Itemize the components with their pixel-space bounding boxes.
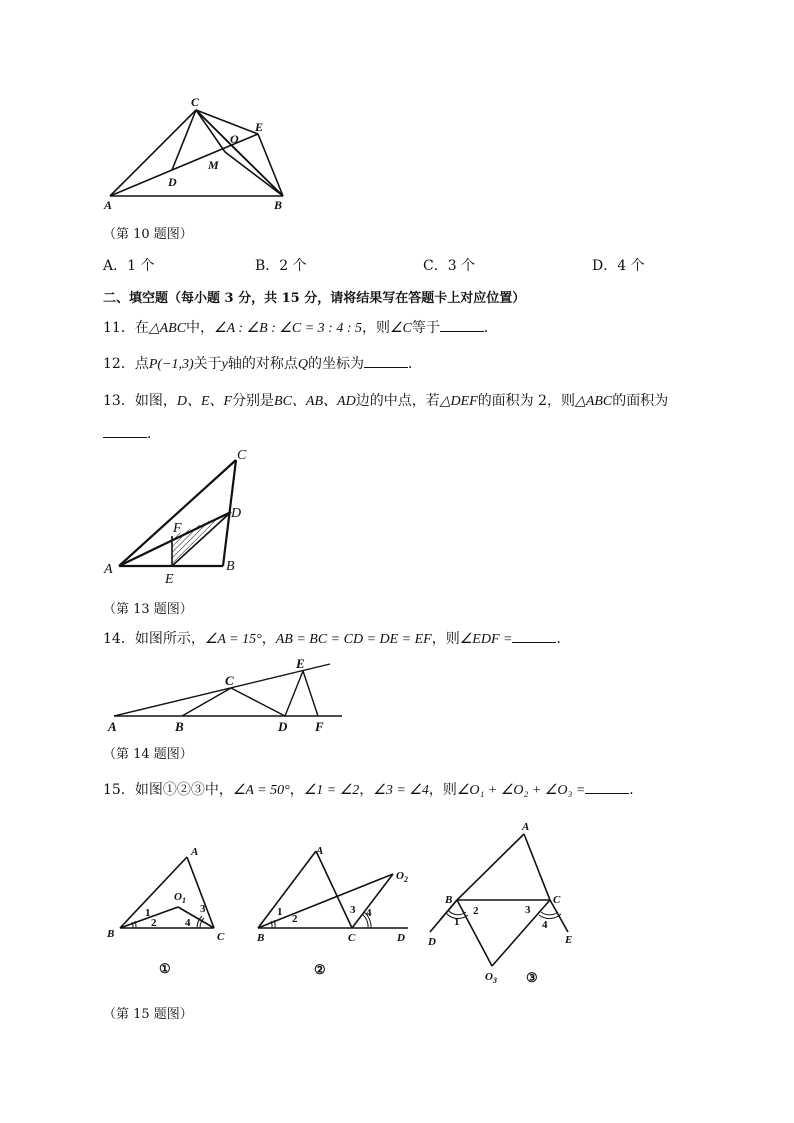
q12-pre: 点 bbox=[134, 356, 149, 372]
q15-mid2: ，则 bbox=[428, 782, 457, 798]
q15-mid: 中， bbox=[204, 782, 233, 798]
q13-tail: 的面积为 bbox=[612, 393, 669, 409]
fig15-2-label-D: D bbox=[397, 932, 405, 944]
fig15-2-label-B: B bbox=[257, 932, 265, 944]
fig15-3-num-3: 3 bbox=[525, 904, 531, 916]
q13-sides: BC、AB、AD bbox=[274, 394, 356, 409]
fig13-label-E: E bbox=[165, 572, 174, 587]
q11-target: ∠C bbox=[389, 321, 412, 336]
q13-mid3: 的面积为 2，则 bbox=[477, 393, 576, 409]
fig15-2-mark: ② bbox=[314, 962, 326, 977]
fig13-label-F: F bbox=[173, 521, 182, 536]
q12-axis: y bbox=[221, 357, 228, 372]
fig15-3-label-O-sub: 3 bbox=[492, 976, 497, 985]
q15-pre: 如图 bbox=[134, 782, 163, 798]
q15-sep: ， bbox=[289, 782, 304, 798]
fig15-1-label-C: C bbox=[217, 931, 225, 943]
fig15-3-label-A: A bbox=[522, 821, 530, 833]
fig15-2-label-A: A bbox=[316, 845, 324, 857]
fig14-label-D: D bbox=[278, 719, 288, 734]
q15-sep2: ， bbox=[359, 782, 374, 798]
q12-number: 12． bbox=[103, 356, 135, 372]
q12-q: Q bbox=[297, 357, 308, 372]
fig15-2-num-4: 4 bbox=[366, 907, 372, 919]
q15-cond1: ∠A = 50° bbox=[232, 783, 290, 798]
fig14-label-A: A bbox=[108, 719, 117, 734]
fig15-1-num-2: 2 bbox=[151, 917, 157, 929]
q14-target: ∠EDF = bbox=[459, 632, 513, 647]
fig15-2-label-O-letter: O bbox=[396, 870, 404, 882]
q13-end: ． bbox=[147, 426, 161, 442]
q13-mid: 分别是 bbox=[232, 393, 275, 409]
q14-pre: 如图所示， bbox=[134, 631, 205, 647]
fig10-label-B: B bbox=[274, 198, 283, 212]
fig15-1-num-3: 3 bbox=[200, 903, 206, 915]
fig14-caption: （第 14 题图） bbox=[103, 747, 193, 762]
q11-end: ． bbox=[483, 320, 498, 336]
q13-tri1: △DEF bbox=[439, 394, 478, 409]
q10-option-a: A．1 个 bbox=[103, 258, 155, 274]
q10-option-b: B．2 个 bbox=[255, 258, 307, 274]
fig15-1-label-A: A bbox=[191, 846, 199, 858]
fig15-2-label-C: C bbox=[348, 932, 356, 944]
fig15-1-label-O-sub: 1 bbox=[181, 896, 186, 905]
q14-sep: ， bbox=[261, 631, 276, 647]
fig14-label-C: C bbox=[225, 673, 234, 688]
fig15-1-label-B: B bbox=[107, 928, 115, 940]
q11-triangle: △ABC bbox=[148, 321, 187, 336]
fig15-1-num-1: 1 bbox=[145, 907, 151, 919]
fig14-label-B: B bbox=[175, 719, 184, 734]
fig15-1-label-O bbox=[174, 891, 186, 905]
fig13-caption: （第 13 题图） bbox=[103, 602, 193, 617]
q12-mid: 关于 bbox=[193, 356, 222, 372]
fig13-label-D: D bbox=[231, 506, 242, 521]
q12-point: P(−1,3) bbox=[148, 357, 194, 372]
q15-end: ． bbox=[629, 782, 644, 798]
q11-post: ，则 bbox=[361, 320, 390, 336]
fig10-label-M: M bbox=[208, 158, 219, 172]
q13-pre: 如图， bbox=[134, 393, 177, 409]
q13-mid2: 边的中点，若 bbox=[355, 393, 440, 409]
fig15-3-label-B: B bbox=[445, 894, 453, 906]
q11-pre: 在 bbox=[134, 320, 149, 336]
q10-option-d: D．4 个 bbox=[592, 258, 645, 274]
q13-number: 13． bbox=[103, 393, 135, 409]
fig15-2-num-3: 3 bbox=[350, 904, 356, 916]
q14-mid: ，则 bbox=[431, 631, 460, 647]
fig15-3-num-4: 4 bbox=[542, 919, 548, 931]
q15-cond3: ∠3 = ∠4 bbox=[373, 783, 429, 798]
fig10-label-E: E bbox=[255, 120, 264, 134]
fig15-1-label-O-letter: O bbox=[174, 891, 182, 903]
q12-end: ． bbox=[408, 356, 422, 372]
fig10-label-O: O bbox=[230, 132, 239, 146]
fig13-label-C: C bbox=[237, 448, 247, 463]
fig10-caption: （第 10 题图） bbox=[103, 227, 193, 242]
q13-points: D、E、F bbox=[176, 394, 233, 409]
q14-angle: ∠A = 15° bbox=[204, 632, 262, 647]
q11-number: 11． bbox=[103, 320, 135, 336]
q10-option-c: C．3 个 bbox=[423, 258, 476, 274]
fig10-label-A: A bbox=[104, 198, 113, 212]
q11-ratio: ∠A : ∠B : ∠C = 3 : 4 : 5 bbox=[214, 321, 362, 336]
q14-end: ． bbox=[556, 631, 571, 647]
q15-cond2: ∠1 = ∠2 bbox=[303, 783, 360, 798]
fig15-1-mark: ① bbox=[159, 961, 171, 976]
fig15-3-num-1: 1 bbox=[454, 916, 460, 928]
fig15-3-label-C: C bbox=[553, 894, 561, 906]
fig15-3-label-O-letter: O bbox=[485, 971, 493, 983]
q11-tail: 等于 bbox=[411, 320, 440, 336]
q15-circles: ①②③ bbox=[162, 782, 205, 798]
fig13-label-B: B bbox=[226, 559, 235, 574]
fig10-label-C: C bbox=[191, 95, 200, 109]
q15-number: 15． bbox=[103, 782, 135, 798]
fig15-caption: （第 15 题图） bbox=[103, 1007, 193, 1022]
q14-equalities: AB = BC = CD = DE = EF bbox=[275, 632, 432, 647]
q11-mid: 中， bbox=[186, 320, 215, 336]
fig15-3-label-D: D bbox=[428, 936, 436, 948]
fig15-3-num-2: 2 bbox=[473, 905, 479, 917]
fig15-3-label-E: E bbox=[565, 934, 573, 946]
fig13-label-A: A bbox=[104, 562, 113, 577]
fig15-2-num-1: 1 bbox=[277, 906, 283, 918]
fig10-label-D: D bbox=[168, 175, 177, 189]
fig15-3-label-O bbox=[485, 971, 497, 985]
fig15-2-num-2: 2 bbox=[292, 913, 298, 925]
q15-target: ∠O₁ + ∠O₂ + ∠O₃ = bbox=[456, 783, 586, 798]
fig15-2-label-O-sub: 2 bbox=[403, 875, 408, 884]
q14-number: 14． bbox=[103, 631, 135, 647]
fig14-label-E: E bbox=[296, 656, 305, 671]
q12-mid2: 轴的对称点 bbox=[227, 356, 298, 372]
fig15-1-num-4: 4 bbox=[185, 917, 191, 929]
fig15-2-label-O bbox=[396, 870, 408, 884]
fig15-3-mark: ③ bbox=[526, 970, 538, 985]
fig14-label-F: F bbox=[315, 719, 324, 734]
q12-tail: 的坐标为 bbox=[308, 356, 364, 372]
q13-tri2: △ABC bbox=[575, 394, 613, 409]
section-2-title: 二、填空题（每小题 3 分，共 15 分，请将结果写在答题卡上对应位置） bbox=[103, 291, 526, 306]
